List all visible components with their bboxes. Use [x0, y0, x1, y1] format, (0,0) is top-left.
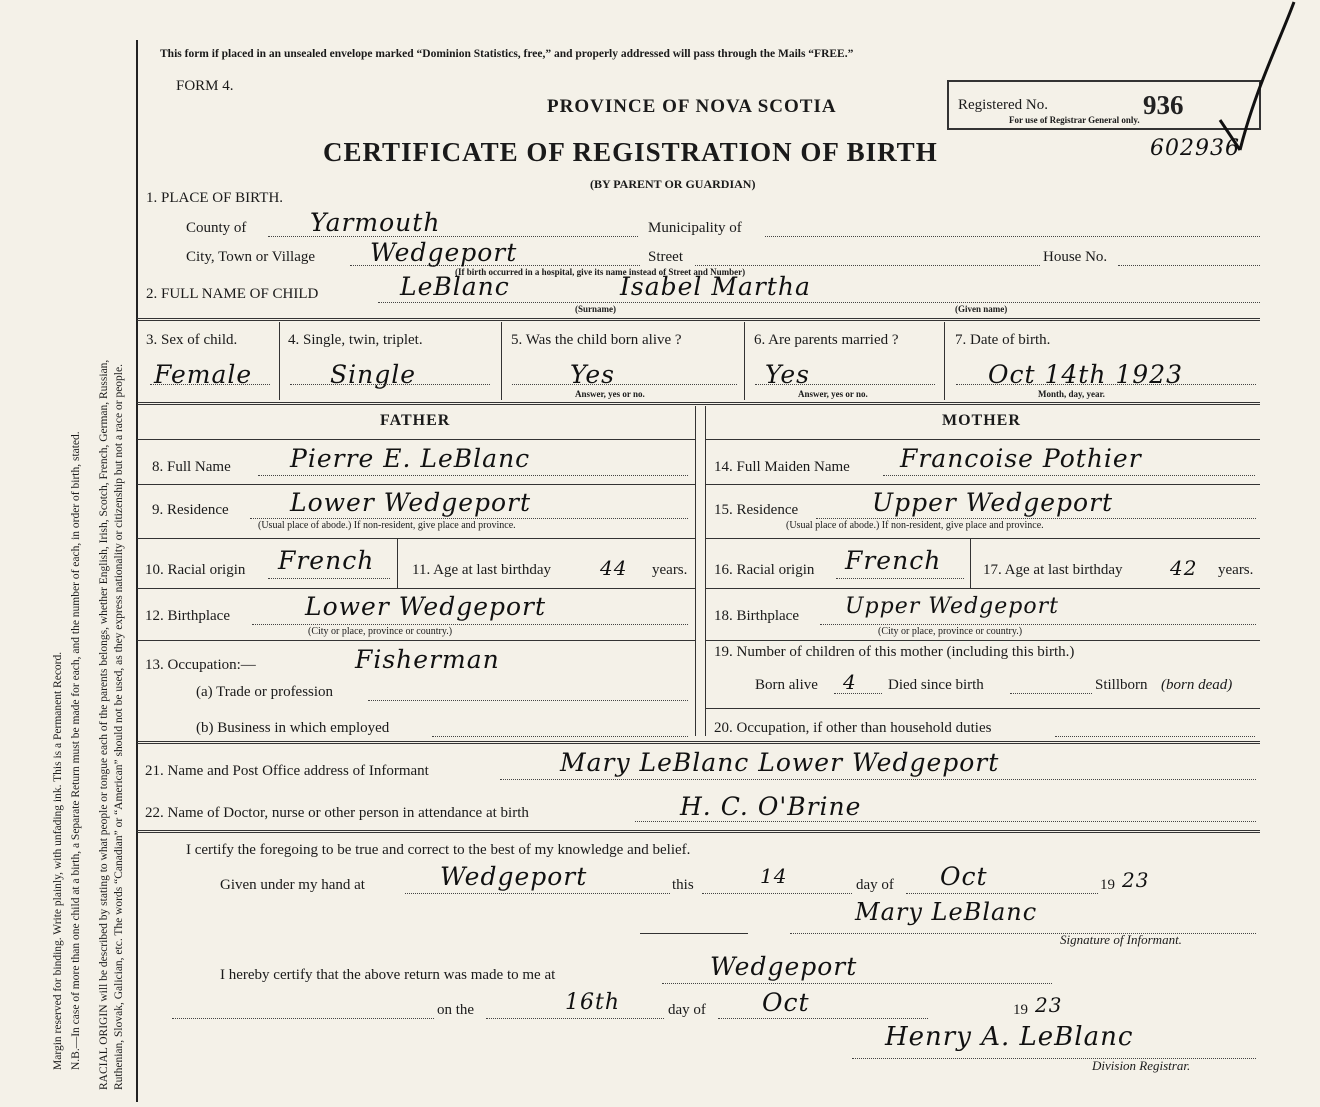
mother-heading: MOTHER: [942, 412, 1021, 429]
given-under-label: Given under my hand at: [220, 877, 365, 893]
nb-note: N.B.—In case of more than one child at a birth, a Separate Return must be made for each, and the number of each, in order of birth, stated.: [70, 431, 82, 1070]
business-label: (b) Business in which employed: [196, 720, 390, 736]
sex-value: Female: [154, 360, 253, 389]
given-day-of-label: day of: [856, 877, 894, 893]
born-alive-count-label: Born alive: [755, 677, 818, 693]
province-heading: PROVINCE OF NOVA SCOTIA: [547, 96, 837, 117]
mother-birthplace-label: 18. Birthplace: [714, 608, 799, 624]
mother-birthplace: Upper Wedgeport: [845, 594, 1059, 619]
form-number: FORM 4.: [176, 78, 234, 94]
mother-name: Francoise Pothier: [900, 444, 1142, 473]
certify-text: I certify the foregoing to be true and correct to the best of my knowledge and belief.: [186, 842, 691, 858]
surname-note: (Surname): [575, 304, 616, 314]
father-race-label: 10. Racial origin: [145, 562, 246, 578]
mother-birthplace-note: (City or place, province or country.): [878, 626, 1023, 637]
dob-value: Oct 14th 1923: [988, 360, 1184, 389]
given-month: Oct: [940, 862, 988, 891]
sex-label: 3. Sex of child.: [146, 332, 238, 348]
street-label: Street: [648, 249, 683, 265]
mother-race-label: 16. Racial origin: [714, 562, 815, 578]
margin-note: Margin reserved for binding. Write plainly, with unfading ink. This is a Permanent Record.: [52, 651, 64, 1070]
father-name-label: 8. Full Name: [152, 459, 231, 475]
registrar-year-prefix: 19: [1013, 1002, 1028, 1018]
this-label: this: [672, 877, 694, 893]
father-residence-note: (Usual place of abode.) If non-resident, give place and province.: [258, 520, 516, 531]
dob-label: 7. Date of birth.: [955, 332, 1051, 348]
mother-age-label: 17. Age at last birthday: [983, 562, 1123, 578]
mother-name-label: 14. Full Maiden Name: [714, 459, 850, 475]
hospital-note: (If birth occurred in a hospital, give its name instead of Street and Number): [455, 267, 746, 277]
born-alive-note: Answer, yes or no.: [575, 389, 645, 399]
registrar-month: Oct: [762, 988, 810, 1017]
mother-residence-label: 15. Residence: [714, 502, 799, 518]
check-mark-icon: [1210, 0, 1300, 160]
father-birthplace-note: (City or place, province or country.): [308, 626, 453, 637]
informant-value: Mary LeBlanc Lower Wedgeport: [560, 748, 1000, 777]
county-value: Yarmouth: [310, 208, 441, 237]
registrar-place: Wedgeport: [710, 952, 858, 981]
multiplicity-value: Single: [330, 360, 417, 389]
given-day: 14: [760, 864, 788, 888]
given-place: Wedgeport: [440, 862, 588, 891]
city-label: City, Town or Village: [186, 249, 316, 265]
mother-race: French: [845, 546, 942, 575]
father-birthplace: Lower Wedgeport: [305, 592, 547, 621]
mother-occupation-label: 20. Occupation, if other than household duties: [714, 720, 992, 736]
dob-note: Month, day, year.: [1038, 389, 1105, 399]
given-year-prefix: 19: [1100, 877, 1115, 893]
place-heading: 1. PLACE OF BIRTH.: [146, 190, 284, 206]
born-alive-value: Yes: [570, 360, 615, 389]
father-race: French: [278, 546, 375, 575]
died-since-birth-label: Died since birth: [888, 677, 984, 693]
mail-notice: This form if placed in an unsealed envelope marked “Dominion Statistics, free,” and properly addressed will pass through the Mails “FREE.”: [160, 48, 854, 60]
informant-label: 21. Name and Post Office address of Informant: [145, 763, 429, 779]
informant-signature: Mary LeBlanc: [855, 898, 1038, 926]
registrar-year: 23: [1035, 993, 1063, 1017]
registrar-certify-text: I hereby certify that the above return was made to me at: [220, 967, 556, 983]
given-year: 23: [1122, 868, 1150, 892]
county-label: County of: [186, 220, 247, 236]
registered-note: For use of Registrar General only.: [1009, 115, 1140, 125]
father-birthplace-label: 12. Birthplace: [145, 608, 230, 624]
informant-signature-label: Signature of Informant.: [1060, 932, 1182, 947]
mother-residence-note: (Usual place of abode.) If non-resident, give place and province.: [786, 520, 1044, 531]
child-given-name: Isabel Martha: [620, 272, 811, 301]
registrar-day-of-label: day of: [668, 1002, 706, 1018]
father-age-label: 11. Age at last birthday: [412, 562, 551, 578]
given-note: (Given name): [955, 304, 1008, 314]
registrar-signature: Henry A. LeBlanc: [885, 1022, 1134, 1052]
born-alive-count: 4: [843, 670, 857, 694]
racial-note-2: Ruthenian, Slovak, Galician, etc. The words “Canadian” or “American” should not be used, as they express nationality or citizenship but not a race or people.: [113, 364, 125, 1090]
on-the-label: on the: [437, 1002, 475, 1018]
registrar-signature-label: Division Registrar.: [1092, 1058, 1191, 1073]
father-heading: FATHER: [380, 412, 451, 429]
children-count-label: 19. Number of children of this mother (including this birth.): [714, 644, 1075, 660]
born-alive-label: 5. Was the child born alive ?: [511, 332, 682, 348]
father-residence-label: 9. Residence: [152, 502, 229, 518]
registered-number: 936: [1143, 90, 1184, 120]
registrar-day: 16th: [565, 990, 621, 1015]
father-residence: Lower Wedgeport: [290, 488, 532, 517]
mother-residence: Upper Wedgeport: [872, 488, 1114, 517]
city-value: Wedgeport: [370, 238, 518, 267]
father-occupation: Fisherman: [355, 645, 500, 674]
child-name-label: 2. FULL NAME OF CHILD: [146, 286, 319, 302]
multiplicity-label: 4. Single, twin, triplet.: [288, 332, 423, 348]
racial-note-1: RACIAL ORIGIN will be described by stating to what people or tongue each of the parents belongs, whether English, Irish, Scotch, French, German, Russian,: [98, 359, 110, 1090]
registered-label: Registered No.: [958, 97, 1048, 113]
father-name: Pierre E. LeBlanc: [290, 444, 531, 473]
mother-age-years: years.: [1218, 562, 1254, 578]
father-age-years: years.: [652, 562, 688, 578]
mother-age: 42: [1170, 556, 1198, 580]
doctor-label: 22. Name of Doctor, nurse or other person in attendance at birth: [145, 805, 529, 821]
child-surname: LeBlanc: [400, 272, 510, 301]
house-label: House No.: [1043, 249, 1108, 265]
municipality-label: Municipality of: [648, 220, 742, 236]
stillborn-label: Stillborn: [1095, 677, 1148, 693]
father-occupation-label: 13. Occupation:—: [145, 657, 256, 673]
page-title: CERTIFICATE OF REGISTRATION OF BIRTH: [323, 137, 938, 167]
doctor-value: H. C. O'Brine: [680, 792, 862, 821]
married-note: Answer, yes or no.: [798, 389, 868, 399]
registered-handwritten: 602936: [1150, 136, 1240, 161]
trade-label: (a) Trade or profession: [196, 684, 334, 700]
subtitle: (BY PARENT OR GUARDIAN): [590, 177, 756, 191]
stillborn-note: (born dead): [1161, 677, 1233, 693]
married-value: Yes: [765, 360, 810, 389]
married-label: 6. Are parents married ?: [754, 332, 899, 348]
father-age: 44: [600, 556, 628, 580]
